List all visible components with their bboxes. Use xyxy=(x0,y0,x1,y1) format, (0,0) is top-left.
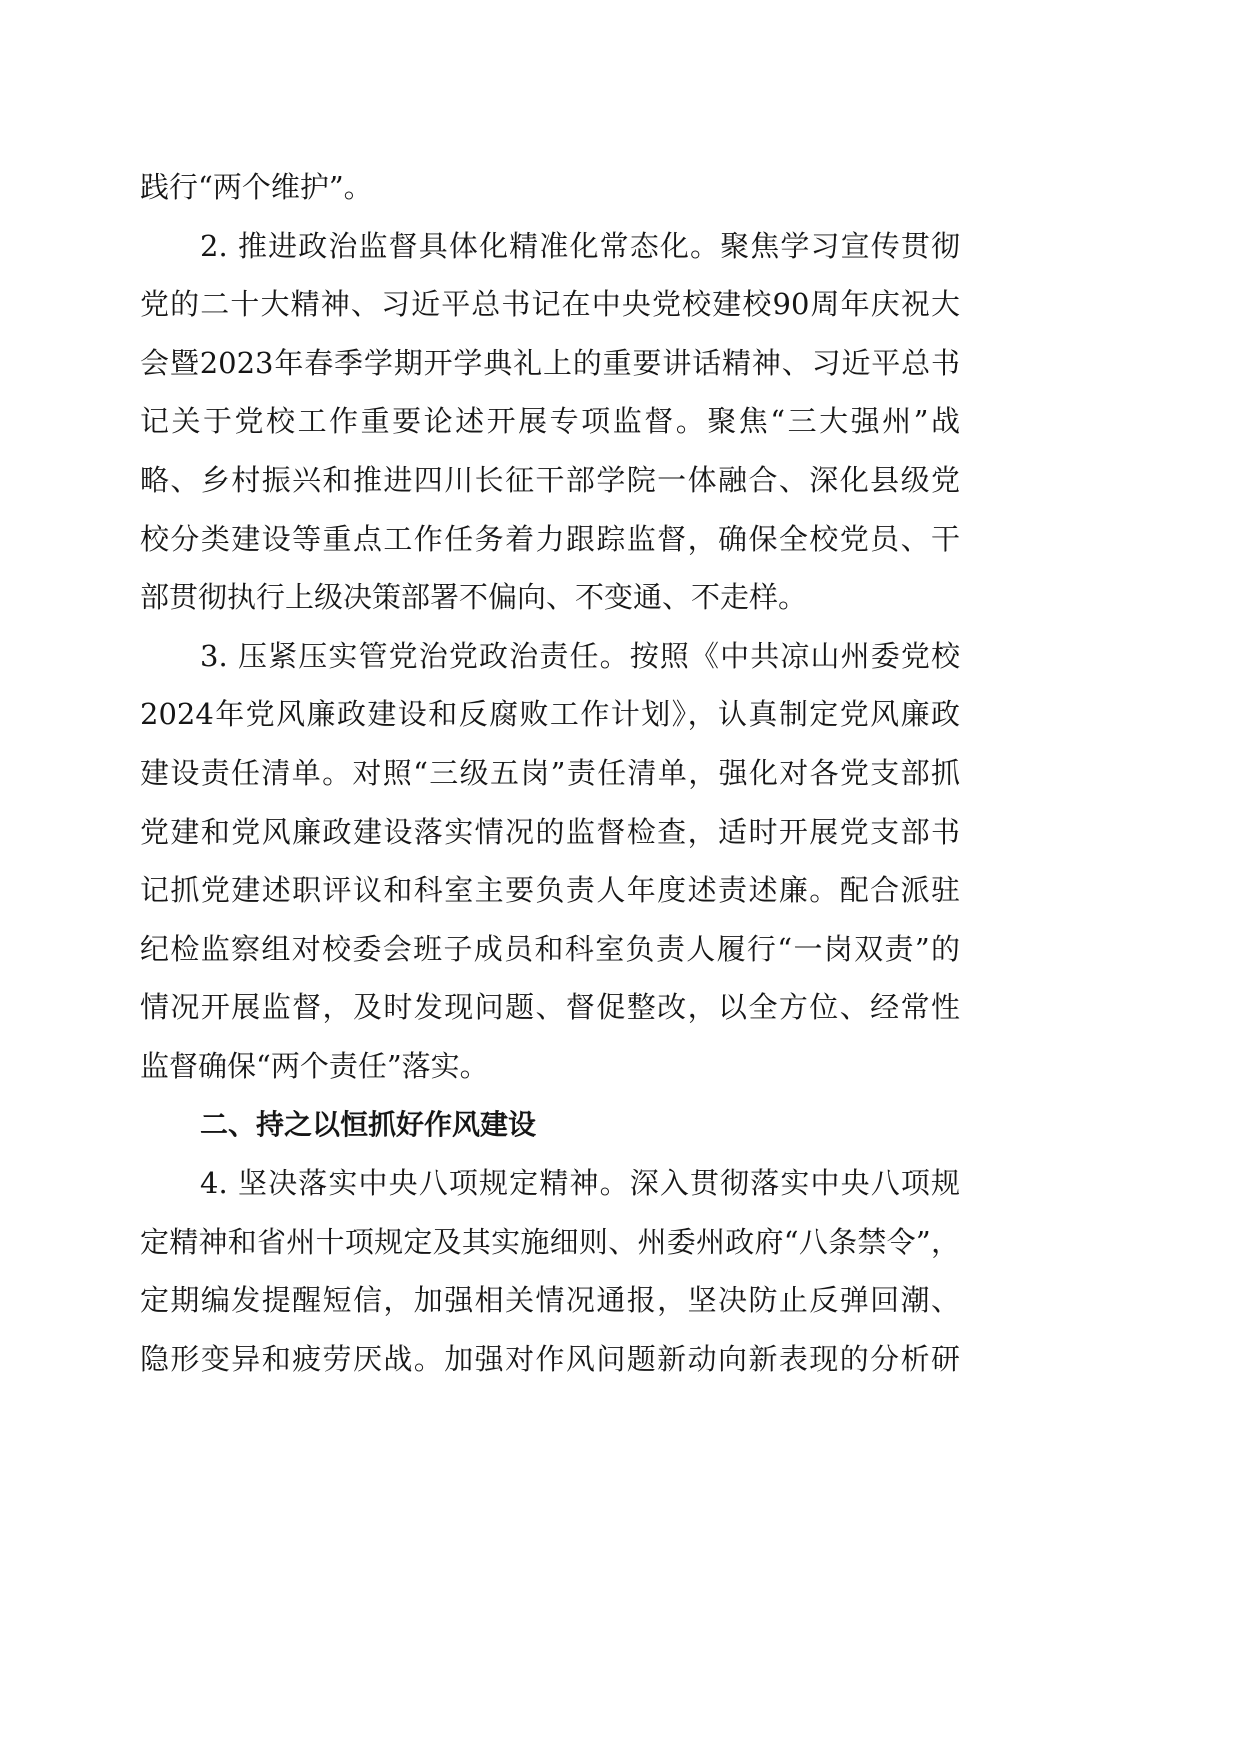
paragraph-line: 监督确保“两个责任”落实。 xyxy=(140,1048,489,1083)
paragraph-line: 践行“两个维护”。 xyxy=(140,170,373,204)
paragraph-line: 记抓党建述职评议和科室主要负责人年度述责述廉。配合派驻 xyxy=(140,873,960,908)
paragraph-line: 记关于党校工作重要论述开展专项监督。聚焦“三大强州”战 xyxy=(140,404,960,439)
paragraph-line: 4. 坚决落实中央八项规定精神。深入贯彻落实中央八项规 xyxy=(200,1166,960,1201)
paragraph-line: 校分类建设等重点工作任务着力跟踪监督，确保全校党员、干 xyxy=(140,521,960,556)
paragraph-line: 2024年党风廉政建设和反腐败工作计划》，认真制定党风廉政 xyxy=(140,697,960,732)
paragraph-item-4 xyxy=(140,1154,960,1388)
paragraph-line: 3. 压紧压实管党治党政治责任。按照《中共凉山州委党校 xyxy=(200,638,960,673)
paragraph-line: 纪检监察组对校委会班子成员和科室负责人履行“一岗双责”的 xyxy=(140,931,960,966)
continued-paragraph xyxy=(140,158,960,217)
paragraph-item-3 xyxy=(140,627,960,1096)
paragraph-line: 隐形变异和疲劳厌战。加强对作风问题新动向新表现的分析研 xyxy=(140,1341,960,1376)
paragraph-line: 情况开展监督，及时发现问题、督促整改，以全方位、经常性 xyxy=(140,990,960,1025)
paragraph-line: 略、乡村振兴和推进四川长征干部学院一体融合、深化县级党 xyxy=(140,462,960,497)
document-body xyxy=(140,158,960,1388)
paragraph-line: 部贯彻执行上级决策部署不偏向、不变通、不走样。 xyxy=(140,580,808,615)
paragraph-line: 定期编发提醒短信，加强相关情况通报，坚决防止反弹回潮、 xyxy=(140,1283,960,1318)
paragraph-line: 建设责任清单。对照“三级五岗”责任清单，强化对各党支部抓 xyxy=(140,755,960,790)
paragraph-item-2 xyxy=(140,217,960,627)
paragraph-line: 定精神和省州十项规定及其实施细则、州委州政府“八条禁令”， xyxy=(140,1224,960,1259)
paragraph-line: 2. 推进政治监督具体化精准化常态化。聚焦学习宣传贯彻 xyxy=(200,228,960,263)
paragraph-line: 会暨2023年春季学期开学典礼上的重要讲话精神、习近平总书 xyxy=(140,345,960,380)
section-heading: 二、持之以恒抓好作风建设 xyxy=(200,1107,537,1141)
paragraph-line: 党的二十大精神、习近平总书记在中央党校建校90周年庆祝大 xyxy=(140,287,960,322)
paragraph-line: 党建和党风廉政建设落实情况的监督检查，适时开展党支部书 xyxy=(140,814,960,849)
